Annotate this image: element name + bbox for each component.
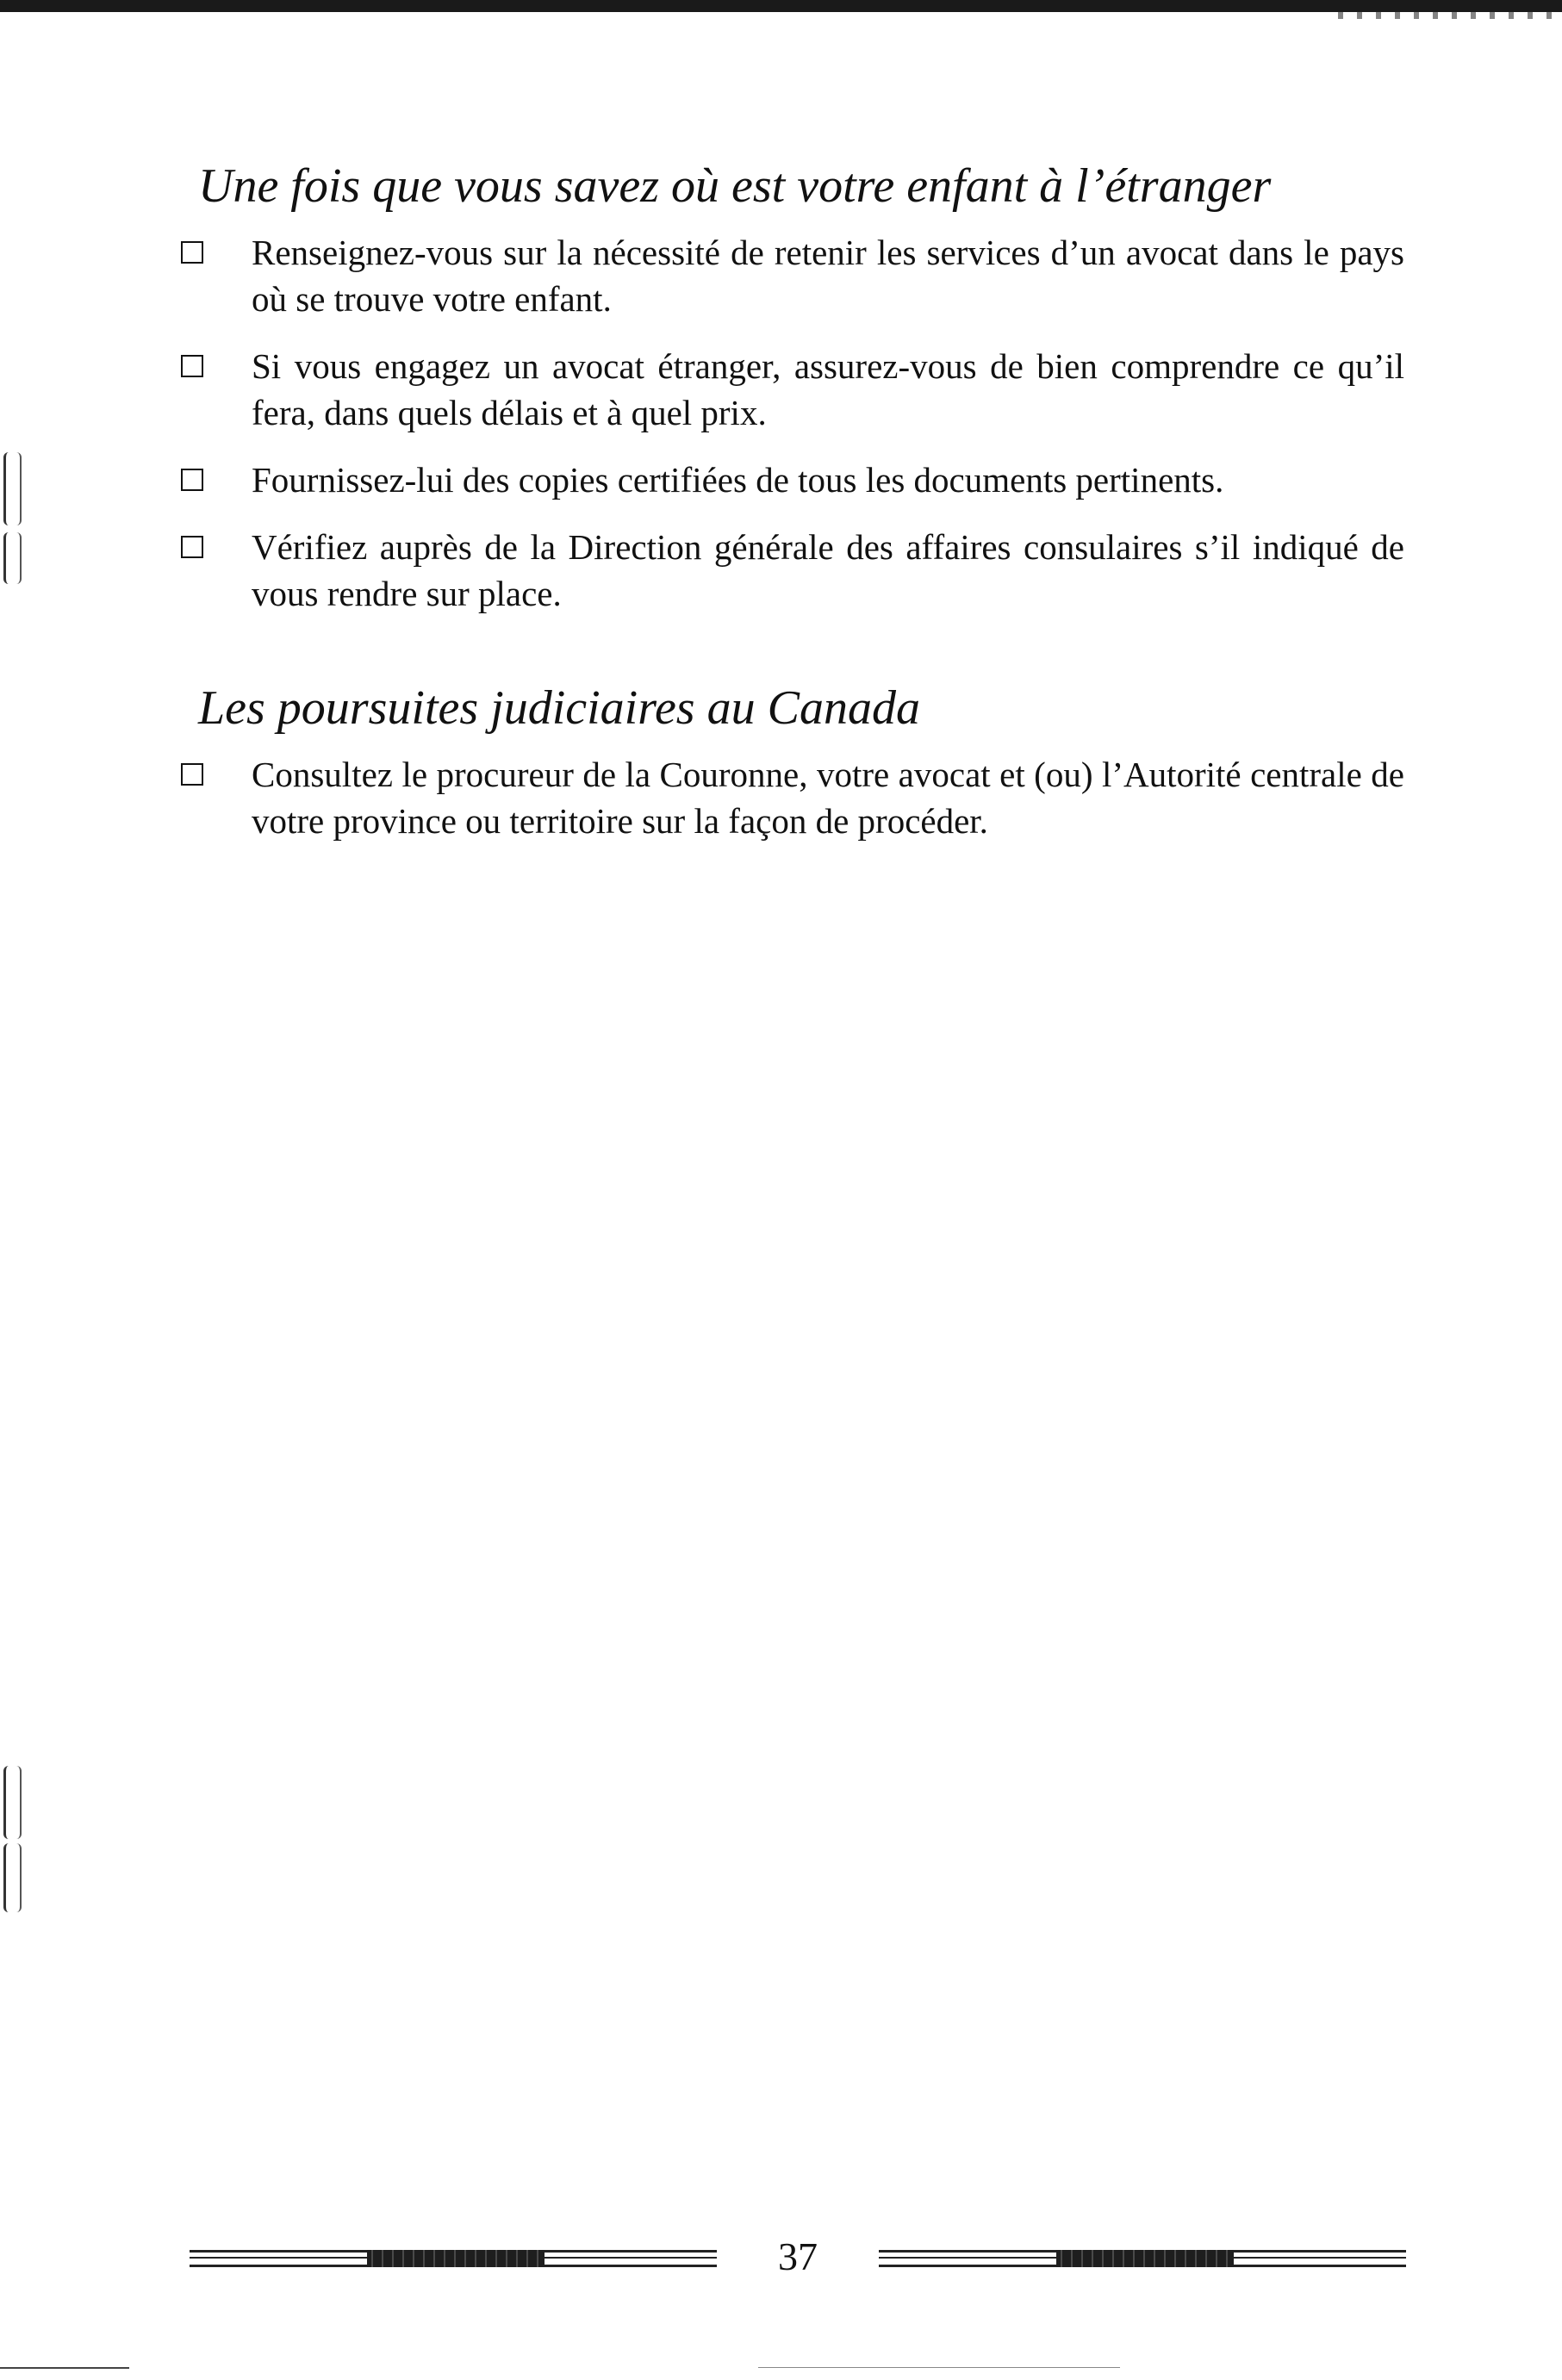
- checklist-item-text: Fournissez-lui des copies certifiées de tous les documents pertinents.: [252, 460, 1224, 500]
- checkbox-icon[interactable]: [181, 536, 203, 558]
- page-footer: [190, 2234, 1408, 2283]
- binding-mark: [3, 1843, 22, 1912]
- checklist-item: [181, 229, 1404, 322]
- checklist-item-text: Si vous engagez un avocat étranger, assurez-vous de bien comprendre ce qu’il fera, dans quels délais et à quel prix.: [252, 346, 1404, 432]
- checklist-item: [181, 457, 1404, 503]
- page-content: [181, 155, 1404, 865]
- scan-bottom-edge: [758, 2367, 1120, 2368]
- checkbox-icon[interactable]: [181, 241, 203, 264]
- checklist: [181, 229, 1404, 617]
- scan-top-edge: [0, 0, 1562, 12]
- checklist-item-text: Renseignez-vous sur la nécessité de retenir les services d’un avocat dans le pays où se trouve votre enfant.: [252, 233, 1404, 319]
- checklist: [181, 751, 1404, 844]
- footer-rule-left: [190, 2250, 717, 2267]
- checklist-item: [181, 751, 1404, 844]
- checklist-item-text: Vérifiez auprès de la Direction générale des affaires consulaires s’il indiqué de vous rendre sur place.: [252, 527, 1404, 613]
- section-title: Les poursuites judiciaires au Canada: [198, 681, 920, 735]
- rule-dark-band: [1056, 2250, 1234, 2267]
- scan-bottom-edge: [0, 2367, 129, 2369]
- checkbox-icon[interactable]: [181, 763, 203, 786]
- page-number: 37: [778, 2234, 818, 2278]
- binding-mark: [3, 452, 22, 525]
- section-title: Une fois que vous savez où est votre enfant à l’étranger: [198, 159, 1272, 213]
- checkbox-icon[interactable]: [181, 355, 203, 377]
- binding-mark: [3, 1766, 22, 1839]
- checkbox-icon[interactable]: [181, 469, 203, 491]
- scan-noise: [1338, 12, 1562, 19]
- binding-mark: [3, 532, 22, 584]
- footer-rule-right: [879, 2250, 1406, 2267]
- checklist-item: [181, 524, 1404, 617]
- rule-dark-band: [367, 2250, 545, 2267]
- checklist-item-text: Consultez le procureur de la Couronne, votre avocat et (ou) l’Autorité centrale de votre province ou territoire sur la façon de procéder.: [252, 755, 1404, 841]
- checklist-item: [181, 343, 1404, 436]
